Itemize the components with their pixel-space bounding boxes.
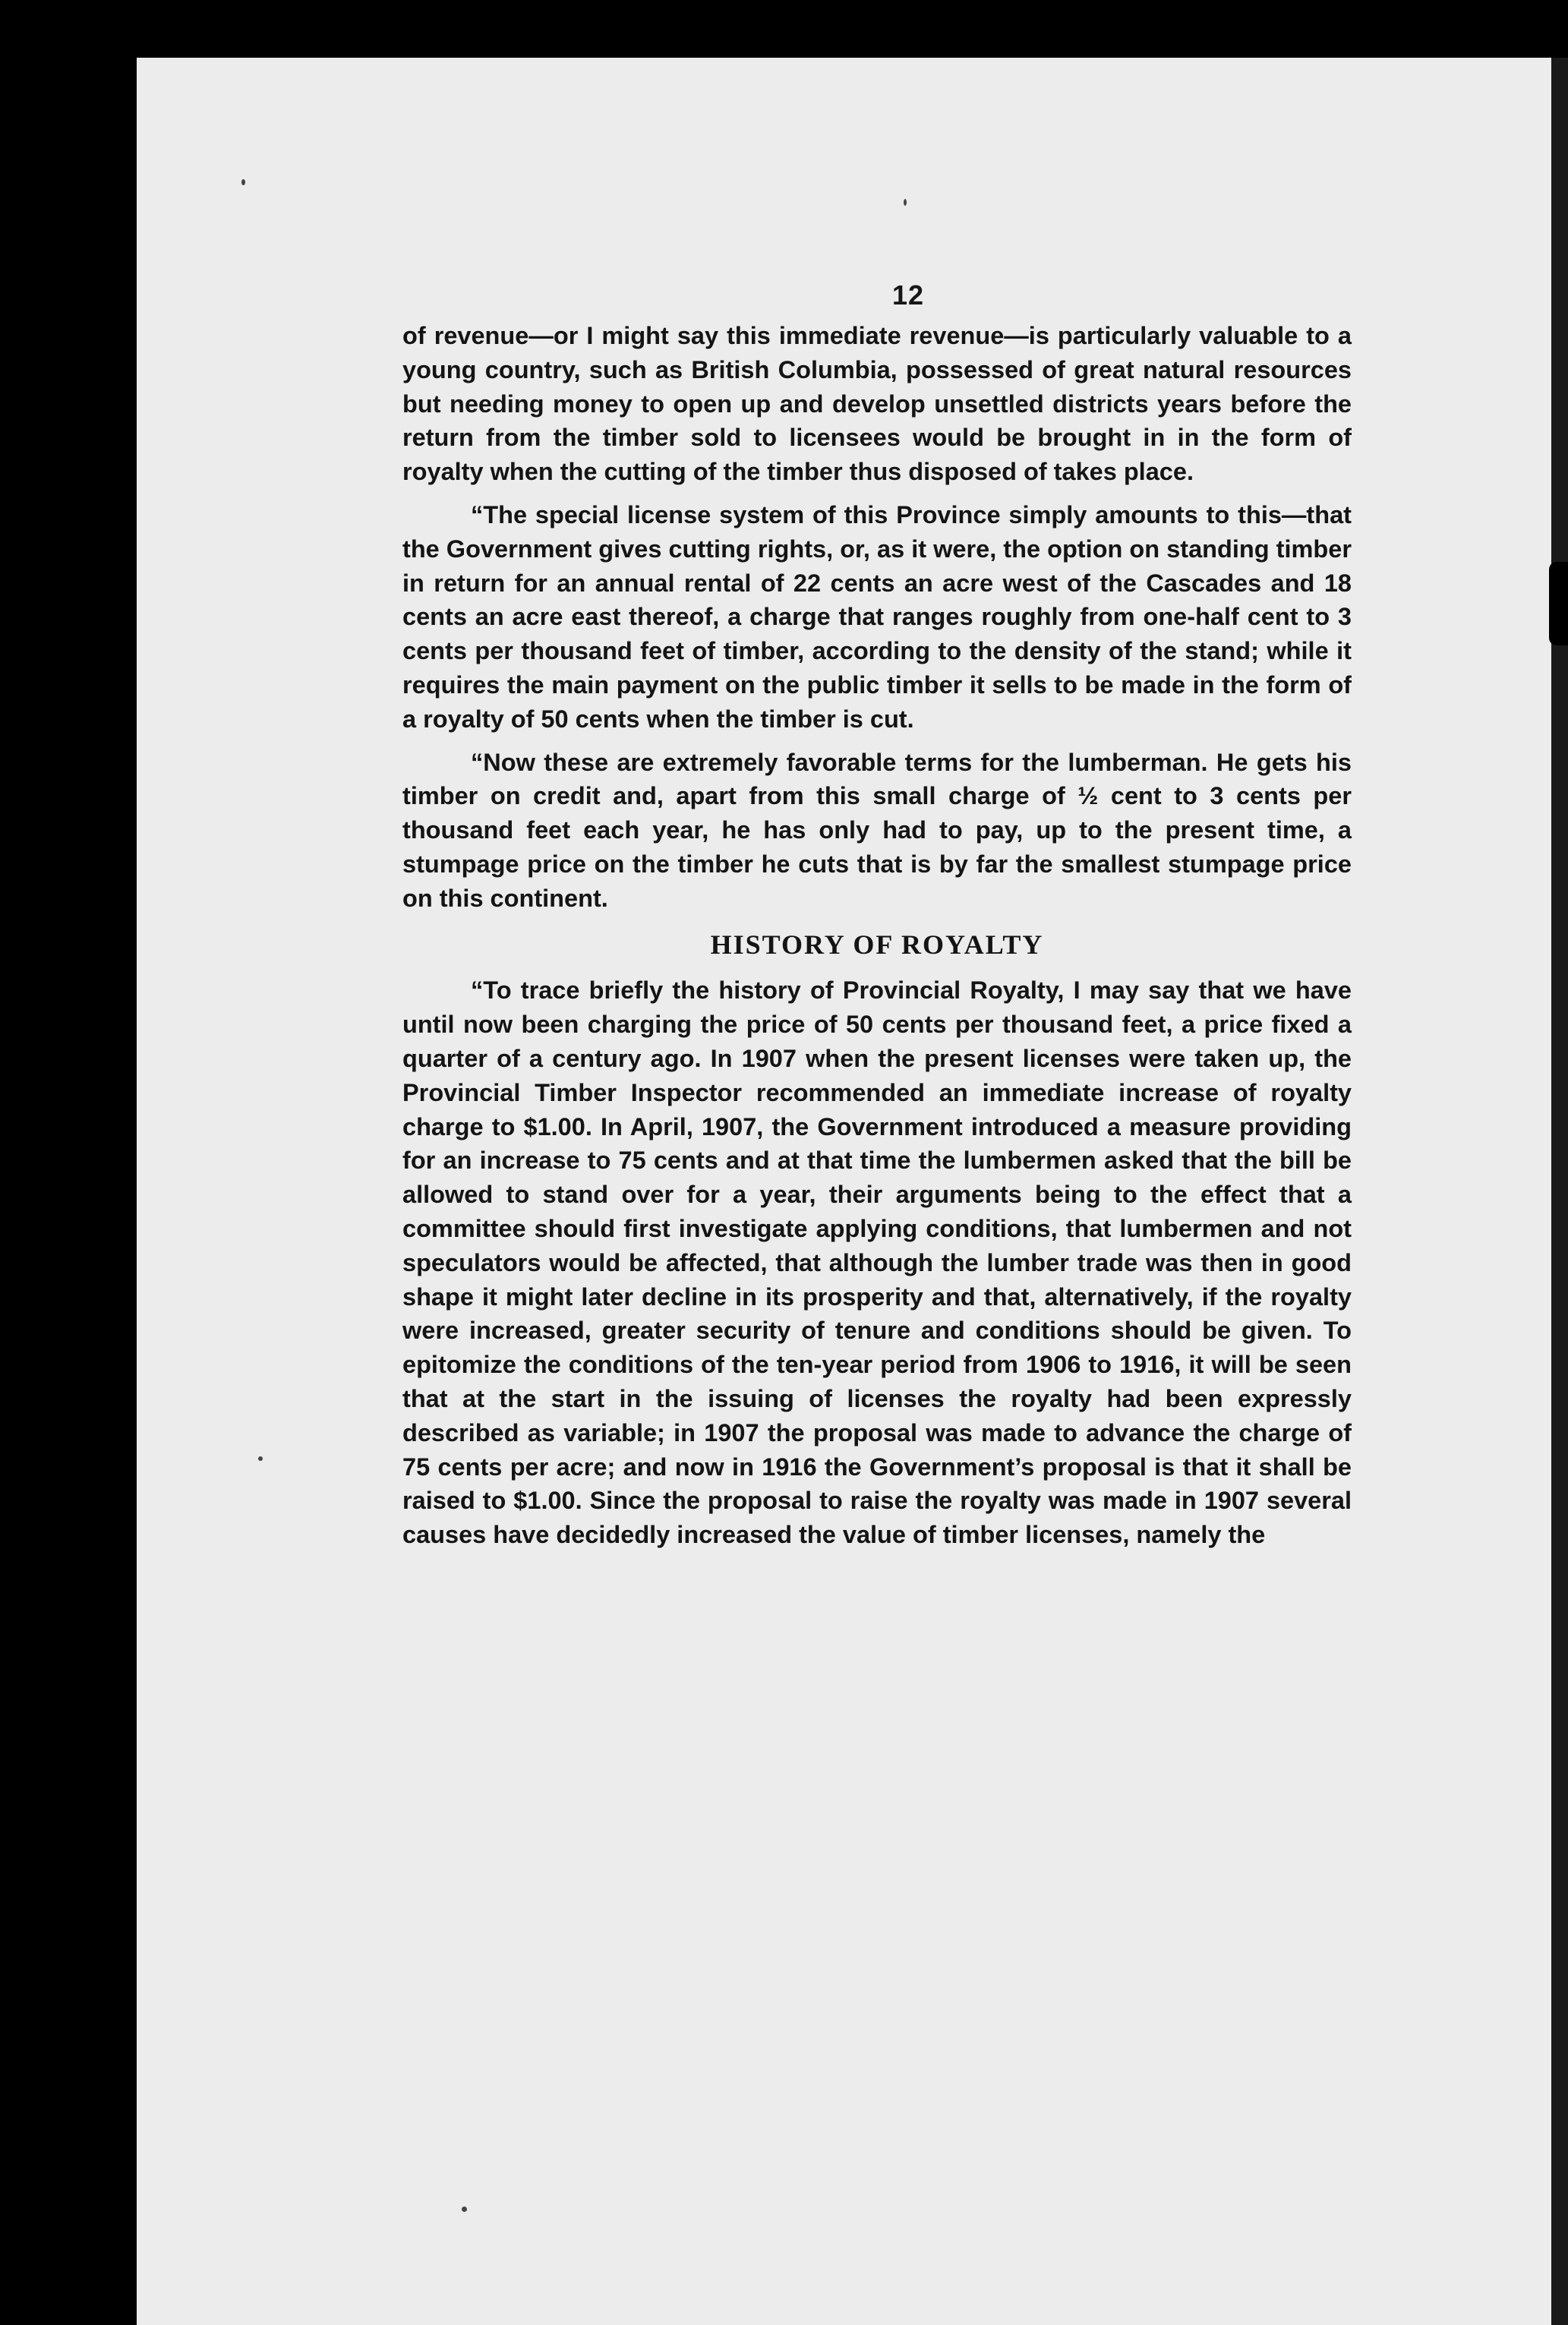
- speck: [258, 1456, 263, 1461]
- body-text: [402, 319, 1352, 1561]
- speck: [904, 199, 907, 206]
- speck: [241, 179, 245, 185]
- paragraph: of revenue—or I might say this immediate revenue—is particularly valuable to a young country, such as British Columbia, possessed of great natural resources but needing money to open up and develop unsettled districts years before the return from the timber sold to licensees would be brought in in the form of royalty when the cutting of the timber thus disposed of takes place.: [402, 322, 1352, 486]
- paragraph: “The special license system of this Province simply amounts to this—that the Government gives cutting rights, or, as it were, the option on standing timber in return for an annual rental of 22 cents an acre west of the Cascades and 18 cents an acre east thereof, a charge that ranges roughly from one-half cent to 3 cents per thousand feet of timber, according to the density of the stand; while it requires the main payment on the public timber it sells to be made in the form of a royalty of 50 cents when the timber is cut.: [402, 500, 1352, 733]
- binding-mark: [1549, 562, 1568, 645]
- paragraph: “Now these are extremely favorable terms for the lumberman. He gets his timber on credit and, apart from this small charge of ½ cent to 3 cents per thousand feet each year, he has only had to pay, up to the present time, a stumpage price on the timber he cuts that is by far the smallest stumpage price on this continent.: [402, 748, 1352, 912]
- paragraph: “To trace briefly the history of Provincial Royalty, I may say that we have until now been charging the price of 50 cents per thousand feet, a price fixed a quarter of a century ago. In 1907 when the present licenses were taken up, the Provincial Timber Inspector recommended an immediate increase of royalty charge to $1.00. In April, 1907, the Government introduced a measure providing for an increase to 75 cents and at that time the lumbermen asked that the bill be allowed to stand over for a year, their arguments being to the effect that a committee should first investigate applying conditions, that lumbermen and not speculators would be affected, that although the lumber trade was then in good shape it might later decline in its prosperity and that, alternatively, if the royalty were increased, greater security of tenure and conditions should be given. To epitomize the conditions of the ten-year period from 1906 to 1916, it will be seen that at the start in the issuing of licenses the royalty had been expressly described as variable; in 1907 the proposal was made to advance the charge of 75 cents per acre; and now in 1916 the Government’s proposal is that it shall be raised to $1.00. Since the proposal to raise the royalty was made in 1907 several causes have decidedly increased the value of timber licenses, namely the: [402, 976, 1352, 1549]
- page-right-edge: [1551, 58, 1568, 2325]
- speck: [462, 2207, 467, 2212]
- page-number: 12: [892, 279, 925, 311]
- section-heading: HISTORY OF ROYALTY: [710, 929, 1044, 960]
